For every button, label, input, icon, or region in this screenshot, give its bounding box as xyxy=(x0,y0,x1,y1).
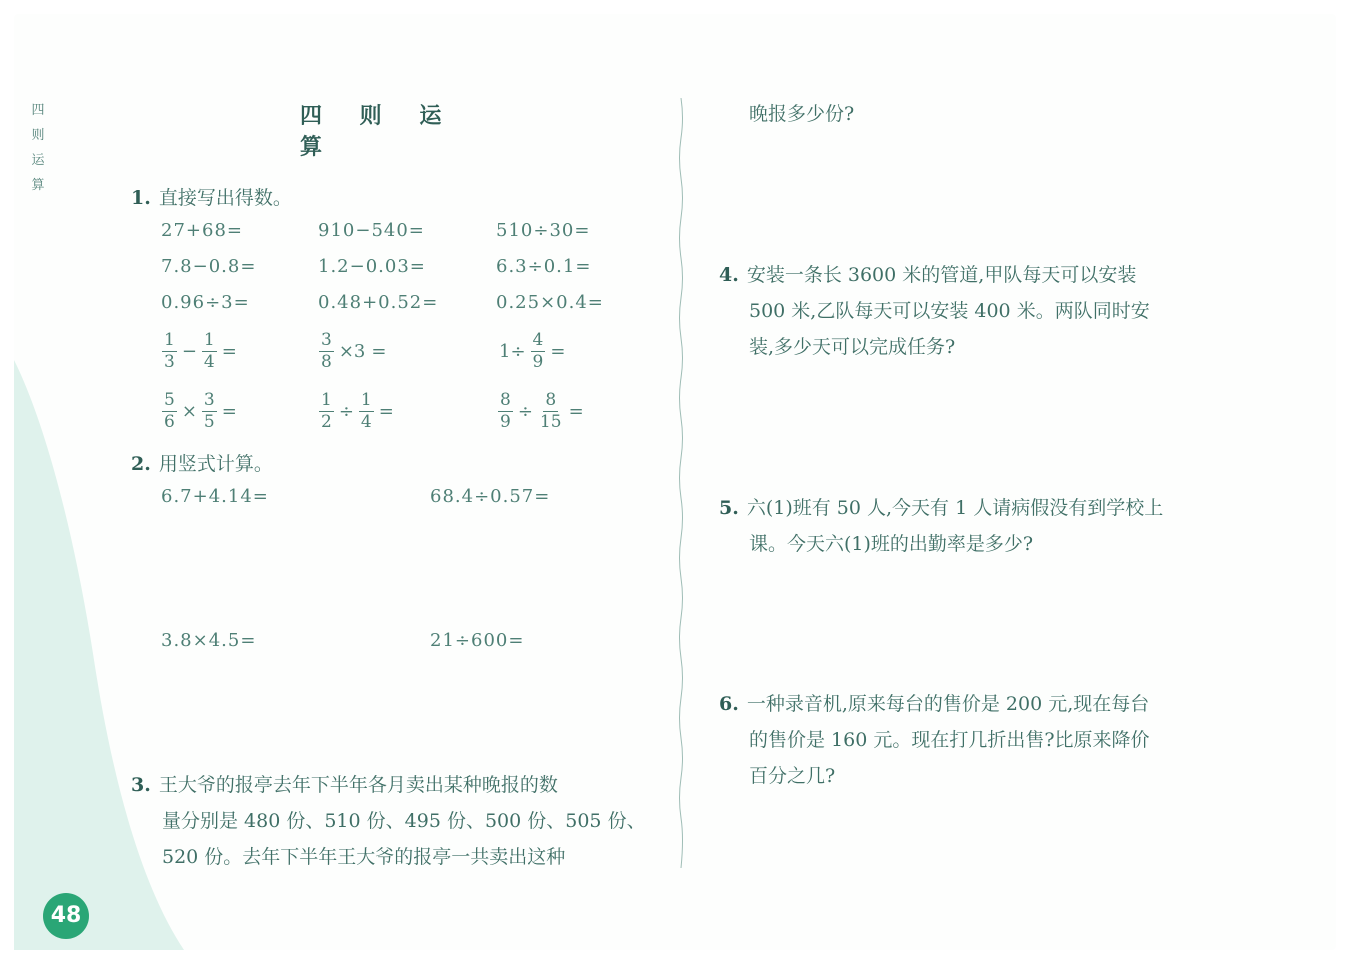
operator: ÷ xyxy=(517,401,533,422)
denominator: 6 xyxy=(164,412,175,432)
question-3-line: 晚报多少份? xyxy=(749,103,855,125)
equals-sign: = xyxy=(568,401,584,422)
equals-sign: = xyxy=(550,341,566,362)
calc-item: 0.48+0.52= xyxy=(318,292,439,313)
fraction-item xyxy=(317,390,397,433)
fraction xyxy=(162,330,177,373)
numerator: 1 xyxy=(321,390,332,410)
calc-item: 0.96÷3= xyxy=(161,292,250,313)
operator: ×3 xyxy=(338,341,366,362)
question-1-heading xyxy=(131,183,292,210)
question-6-line xyxy=(719,686,1149,722)
side-label-char: 算 xyxy=(31,178,45,193)
numerator: 8 xyxy=(545,390,557,410)
numerator: 3 xyxy=(321,330,332,350)
operator: 1÷ xyxy=(499,341,526,362)
page-number-badge: 48 xyxy=(43,893,89,939)
page-title: 四 则 运 算 xyxy=(300,103,457,160)
side-chapter-label xyxy=(28,98,48,198)
question-5-line xyxy=(719,490,1163,526)
page-divider xyxy=(676,98,686,868)
question-number: 2. xyxy=(131,453,151,475)
denominator: 4 xyxy=(360,412,372,432)
fraction-item xyxy=(160,330,240,373)
question-4-line xyxy=(719,257,1136,293)
side-label-char: 运 xyxy=(31,153,45,168)
equals-sign: = xyxy=(371,341,387,362)
calc-item: 0.25×0.4= xyxy=(496,292,604,313)
question-prompt: 用竖式计算。 xyxy=(158,453,273,475)
calc-item: 6.3÷0.1= xyxy=(496,256,592,277)
fraction xyxy=(359,390,374,433)
equals-sign: = xyxy=(221,341,237,362)
denominator: 15 xyxy=(539,412,562,432)
side-label-char: 则 xyxy=(31,128,45,143)
question-text: 安装一条长 3600 米的管道,甲队每天可以安装 xyxy=(746,264,1137,286)
denominator: 2 xyxy=(321,412,332,432)
side-label-char: 四 xyxy=(31,103,45,118)
fraction xyxy=(538,390,564,433)
calc-item: 7.8−0.8= xyxy=(161,256,257,277)
calc-item: 510÷30= xyxy=(496,220,591,241)
question-prompt: 直接写出得数。 xyxy=(158,187,292,209)
question-number: 6. xyxy=(719,693,739,715)
calc-item: 1.2−0.03= xyxy=(318,256,426,277)
numerator: 1 xyxy=(164,330,175,350)
question-6-line: 百分之几? xyxy=(749,765,836,787)
numerator: 1 xyxy=(203,330,215,350)
vertical-calc-item: 21÷600= xyxy=(430,630,525,651)
question-number: 3. xyxy=(131,774,151,796)
vertical-calc-item: 68.4÷0.57= xyxy=(430,486,551,507)
fraction-item xyxy=(317,330,389,373)
fraction xyxy=(531,330,546,373)
fraction xyxy=(162,390,177,433)
denominator: 9 xyxy=(532,352,544,372)
fraction-item xyxy=(496,390,587,433)
numerator: 5 xyxy=(164,390,175,410)
question-number: 4. xyxy=(719,264,739,286)
vertical-calc-item: 3.8×4.5= xyxy=(161,630,257,651)
question-2-heading xyxy=(131,449,273,476)
denominator: 9 xyxy=(500,412,511,432)
operator: − xyxy=(181,341,197,362)
question-3-line xyxy=(131,767,558,803)
calc-item: 910−540= xyxy=(318,220,425,241)
numerator: 4 xyxy=(532,330,544,350)
operator: ÷ xyxy=(338,401,354,422)
numerator: 8 xyxy=(500,390,511,410)
question-text: 六(1)班有 50 人,今天有 1 人请病假没有到学校上 xyxy=(746,497,1164,519)
fraction xyxy=(202,330,217,373)
equals-sign: = xyxy=(378,401,394,422)
question-number: 5. xyxy=(719,497,739,519)
question-5-line: 课。今天六(1)班的出勤率是多少? xyxy=(749,533,1034,555)
numerator: 1 xyxy=(360,390,372,410)
question-3-line: 量分别是 480 份、510 份、495 份、500 份、505 份、 xyxy=(162,810,646,832)
denominator: 3 xyxy=(164,352,175,372)
question-text: 王大爷的报亭去年下半年各月卖出某种晚报的数 xyxy=(158,774,558,796)
fraction-item xyxy=(496,330,568,373)
calc-item: 27+68= xyxy=(161,220,243,241)
numerator: 3 xyxy=(203,390,215,410)
denominator: 8 xyxy=(321,352,332,372)
equals-sign: = xyxy=(221,401,237,422)
fraction xyxy=(202,390,217,433)
question-3-line: 520 份。去年下半年王大爷的报亭一共卖出这种 xyxy=(162,846,566,868)
question-number: 1. xyxy=(131,187,151,209)
fraction xyxy=(498,390,513,433)
fraction xyxy=(319,330,334,373)
operator: × xyxy=(181,401,197,422)
question-4-line: 装,多少天可以完成任务? xyxy=(749,336,956,358)
fraction xyxy=(319,390,334,433)
denominator: 5 xyxy=(203,412,215,432)
question-text: 一种录音机,原来每台的售价是 200 元,现在每台 xyxy=(746,693,1150,715)
vertical-calc-item: 6.7+4.14= xyxy=(161,486,269,507)
denominator: 4 xyxy=(203,352,215,372)
question-4-line: 500 米,乙队每天可以安装 400 米。两队同时安 xyxy=(749,300,1150,322)
question-6-line: 的售价是 160 元。现在打几折出售?比原来降价 xyxy=(749,729,1150,751)
fraction-item xyxy=(160,390,240,433)
